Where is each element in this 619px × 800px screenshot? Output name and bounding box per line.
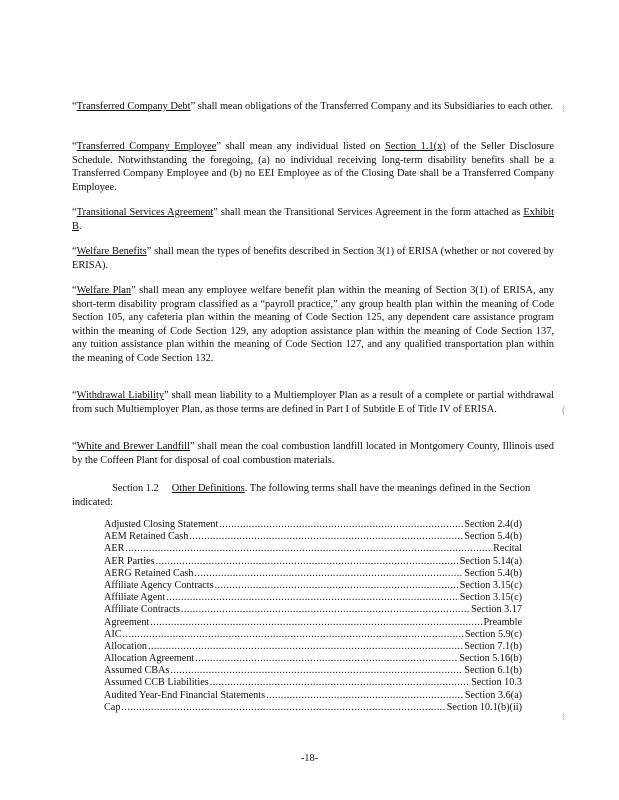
dot-leader <box>150 617 482 628</box>
definition-transferred-company-debt: “Transferred Company Debt” shall mean obligations of the Transferred Company and its Subsidiaries to each other. <box>72 101 553 112</box>
dot-leader <box>166 592 459 603</box>
index-row <box>104 604 522 616</box>
definition-text: ” shall mean any employee welfare benefit plan within the meaning of Section 3(1) of ERISA, any short-term disability program classified as a “payroll practice,” any group health plan within the meaning of Code Section 105, any cafeteria plan within the meaning of Code Section 125, any dependent care assistance program within the meaning of Code Section 129, any adoption assistance plan within the meaning of Code Section 137, any tuition assistance plan within the meaning of Code Section 127, and any qualified transportation plan within the meaning of Code Section 132. <box>72 285 554 364</box>
definition-text: ” shall mean the coal combustion landfill located in Montgomery County, Illinois used by the Coffeen Plant for disposal of coal combustion materials. <box>72 441 554 466</box>
dot-leader <box>189 531 463 542</box>
index-term: Affiliate Agent <box>104 592 166 604</box>
definition-text: ” shall mean the Transitional Services Agreement in the form attached as <box>213 207 524 218</box>
index-row <box>104 543 522 555</box>
index-section-reference: Section 5.14(a) <box>459 555 522 567</box>
definition-transferred-company-employee: “Transferred Company Employee” shall mean any individual listed on Section 1.1(x) of the Seller Disclosure Schedule. Notwithstanding the foregoing, (a) no individual receiving long-term disability benefits shall be a Transferred Company Employee and (b) no EEI Employee as of the Closing Date shall be a Transferred Company Employee. <box>72 141 554 193</box>
dot-leader <box>215 580 459 591</box>
definition-welfare-plan: “Welfare Plan” shall mean any employee welfare benefit plan within the meaning of Section 3(1) of ERISA, any short-term disability program classified as a “payroll practice,” any group health plan within the meaning of Code Section 105, any cafeteria plan within the meaning of Code Section 125, any dependent care assistance program within the meaning of Code Section 129, any adoption assistance plan within the meaning of Code Section 137, any tuition assistance plan within the meaning of Code Section 127, and any qualified transportation plan within the meaning of Code Section 132. <box>72 285 554 364</box>
definition-withdrawal-liability: “Withdrawal Liability” shall mean liability to a Multiemployer Plan as a result of a complete or partial withdrawal from such Multiemployer Plan, as those terms are defined in Part I of Subtitle E of Title IV of ERISA. <box>72 390 555 415</box>
dot-leader <box>148 641 463 652</box>
defined-term: Welfare Plan <box>76 285 132 296</box>
dot-leader <box>121 702 445 713</box>
index-term: Allocation <box>104 640 148 652</box>
index-section-reference: Section 5.9(c) <box>464 628 522 640</box>
dot-leader <box>219 519 463 530</box>
index-section-reference: Section 3.17 <box>471 604 522 616</box>
index-term: Agreement <box>104 616 150 628</box>
index-row <box>104 531 522 543</box>
dot-leader <box>156 556 459 567</box>
definition-text: ” shall mean any individual listed on <box>216 141 385 152</box>
index-term: AIC <box>104 628 122 640</box>
index-row <box>104 519 522 531</box>
index-section-reference: Section 6.1(b) <box>464 665 522 677</box>
definition-text: of the Seller Disclosure Schedule. Notwithstanding the foregoing, (a) no individual receiving long-term disability benefits shall be a Transferred Company Employee and (b) no EEI Employee as of the Closing Date shall be a Transferred Company Employee. <box>72 141 554 193</box>
defined-term: Transferred Company Debt <box>76 101 191 112</box>
index-row <box>104 617 522 629</box>
index-term: Audited Year-End Financial Statements <box>104 689 266 701</box>
definition-white-and-brewer-landfill: “White and Brewer Landfill” shall mean the coal combustion landfill located in Montgomery County, Illinois used by the Coffeen Plant for disposal of coal combustion materials. <box>72 441 554 466</box>
definition-text: . <box>78 220 82 232</box>
index-section-reference: Section 3.15(c) <box>459 579 522 591</box>
dot-leader <box>170 665 463 676</box>
index-row <box>104 665 522 677</box>
section-1-2-heading <box>72 482 554 509</box>
defined-term: Welfare Benefits <box>76 246 147 257</box>
defined-term: Transferred Company Employee <box>76 141 217 152</box>
page-number: -18- <box>300 753 319 764</box>
index-section-reference: Recital <box>493 543 522 555</box>
definitions-index <box>104 519 522 714</box>
section-number: Section 1.2 <box>112 483 159 494</box>
index-row <box>104 702 522 714</box>
index-term: AER Parties <box>104 555 155 567</box>
index-row <box>104 592 522 604</box>
index-section-reference: Section 5.16(b) <box>459 653 522 665</box>
index-term: Allocation Agreement <box>104 653 195 665</box>
index-term: AEM Retained Cash <box>104 531 189 543</box>
margin-mark: ⁝ <box>562 712 566 723</box>
margin-mark: ( <box>562 405 566 416</box>
index-term: Adjusted Closing Statement <box>104 519 219 530</box>
index-row <box>104 677 522 689</box>
exhibit-reference-link[interactable]: Exhibit B <box>72 207 554 232</box>
index-term: Affiliate Agency Contracts <box>104 579 214 591</box>
dot-leader <box>195 653 458 664</box>
index-term: Cap <box>104 701 121 713</box>
index-section-reference: Section 5.4(b) <box>464 531 522 543</box>
index-row <box>104 641 522 653</box>
definition-welfare-benefits: “Welfare Benefits” shall mean the types of benefits described in Section 3(1) of ERISA (whether or not covered by ERISA). <box>72 246 554 271</box>
section-reference-link[interactable]: Section 1.1(x) <box>384 141 446 152</box>
definition-transitional-services-agreement: “Transitional Services Agreement” shall mean the Transitional Services Agreement in the form attached as Exhibit B. <box>72 207 554 232</box>
defined-term: Transitional Services Agreement <box>76 207 214 218</box>
margin-mark: ⁝ <box>562 104 566 115</box>
index-section-reference: Section 10.1(b)(ii) <box>446 701 522 713</box>
defined-term: White and Brewer Landfill <box>76 441 190 452</box>
dot-leader <box>210 677 470 688</box>
dot-leader <box>181 604 470 615</box>
definition-text: ” shall mean obligations of the Transferred Company and its Subsidiaries to each other. <box>190 101 553 112</box>
index-section-reference: Section 10.3 <box>471 677 522 689</box>
index-row <box>104 690 522 702</box>
section-title: Other Definitions <box>171 483 245 494</box>
dot-leader <box>266 690 464 701</box>
index-row <box>104 629 522 641</box>
definition-text: ” shall mean liability to a Multiemployer Plan as a result of a complete or partial withdrawal from such Multiemployer Plan, as those terms are defined in Part I of Subtitle E of Title IV of ERISA. <box>72 390 555 415</box>
index-term: Assumed CBAs <box>104 665 170 677</box>
index-term: Affiliate Contracts <box>104 604 180 616</box>
index-section-reference: Section 5.4(b) <box>464 567 522 579</box>
index-row <box>104 556 522 568</box>
section-intro-text: . The following terms shall have the meanings defined in the Section indicated: <box>72 483 531 508</box>
index-term: AERG Retained Cash <box>104 567 194 579</box>
index-section-reference: Section 2.4(d) <box>464 519 522 530</box>
index-row <box>104 568 522 580</box>
definition-text: ” shall mean the types of benefits described in Section 3(1) of ERISA (whether or not covered by ERISA). <box>72 246 554 271</box>
index-section-reference: Preamble <box>483 616 522 628</box>
index-term: AER <box>104 543 125 555</box>
defined-term: Withdrawal Liability <box>76 390 165 401</box>
index-section-reference: Section 3.15(c) <box>459 592 522 604</box>
index-row <box>104 580 522 592</box>
dot-leader <box>194 568 463 579</box>
index-section-reference: Section 3.6(a) <box>464 689 522 701</box>
index-row <box>104 653 522 665</box>
dot-leader <box>125 543 492 554</box>
index-section-reference: Section 7.1(b) <box>464 640 522 652</box>
dot-leader <box>123 629 464 640</box>
index-term: Assumed CCB Liabilities <box>104 677 209 689</box>
